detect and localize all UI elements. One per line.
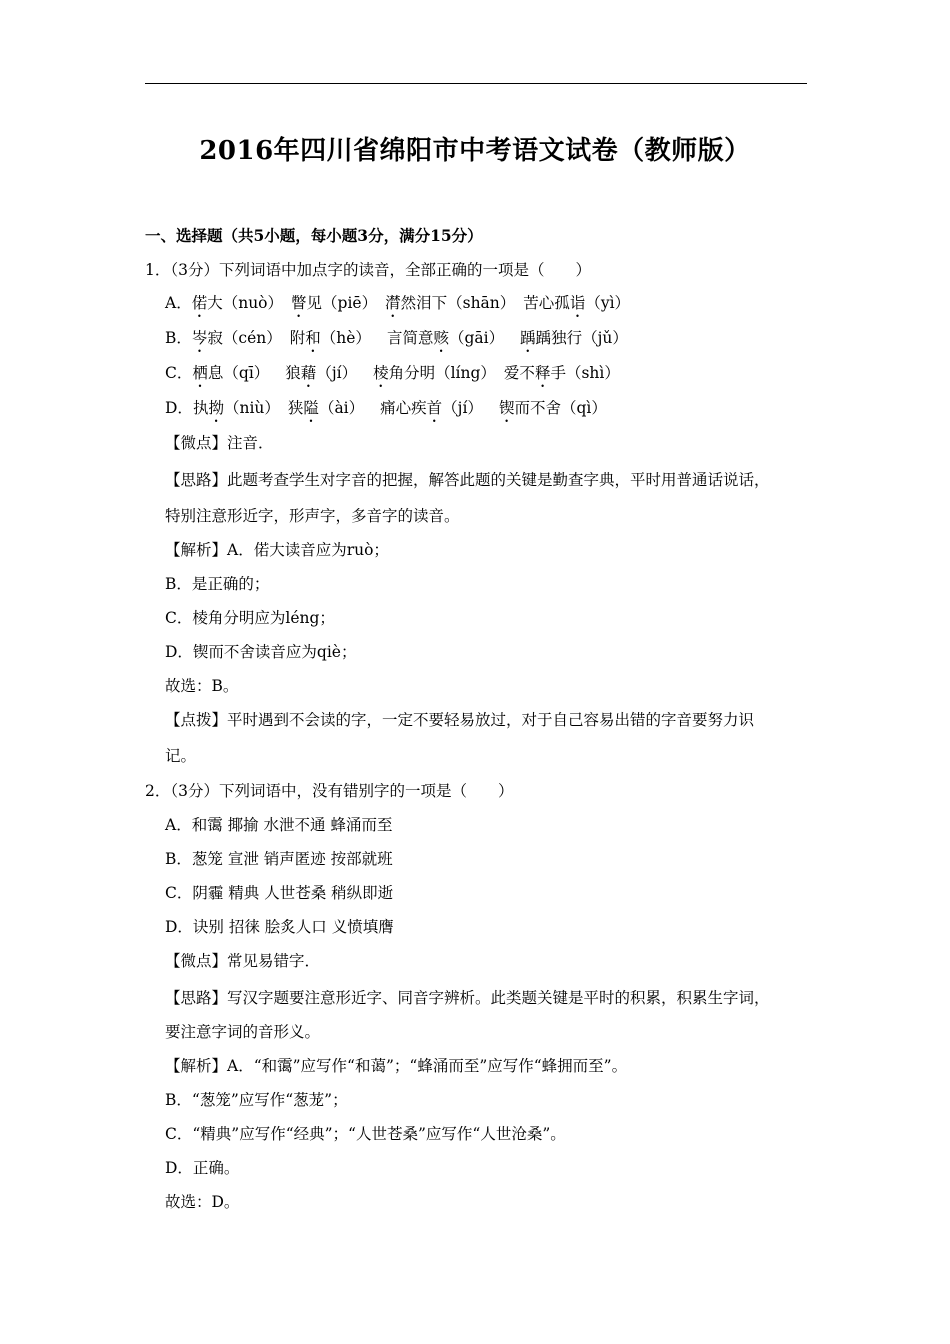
q2-silu-cont: 要注意字词的音形义。 — [165, 1023, 321, 1041]
q2-option-a: A．和霭 揶揄 水泄不通 蜂涌而至 — [165, 816, 393, 834]
dotted-char: 和 — [305, 329, 321, 347]
option-text: 言简意 — [386, 329, 434, 347]
q1-option-a — [165, 293, 630, 321]
dotted-char: 瞥 — [291, 294, 307, 312]
q2-jiexi-c: C．“精典”应写作“经典”；“人世苍桑”应写作“人世沧桑”。 — [165, 1125, 566, 1143]
option-text: 踽独行（jǔ） — [535, 329, 628, 347]
option-text: 爱不 — [503, 364, 535, 382]
option-text: （jí） — [442, 399, 483, 417]
dotted-char: 锲 — [498, 399, 515, 417]
option-text: 手（shì） — [550, 364, 620, 382]
q1-stem: 1．（3分）下列词语中加点字的读音，全部正确的一项是（ ） — [145, 261, 591, 279]
q1-option-d — [165, 398, 607, 426]
option-text: （yì） — [585, 294, 631, 312]
dotted-char: 潸 — [385, 294, 401, 312]
option-text: （jí） — [316, 364, 358, 382]
q2-weidian: 【微点】常见易错字． — [165, 952, 321, 970]
dotted-char: 藉 — [300, 364, 317, 382]
dotted-char: 释 — [534, 364, 551, 382]
q2-stem: 2．（3分）下列词语中，没有错别字的一项是（ ） — [145, 782, 514, 800]
option-text: 而不舍（qì） — [514, 399, 607, 417]
q1-silu: 【思路】此题考查学生对字音的把握，解答此题的关键是勤查字典，平时用普通话说话， — [165, 471, 770, 489]
option-text: 息（qī） — [207, 364, 270, 382]
page-title: 2016年四川省绵阳市中考语文试卷（教师版） — [199, 136, 751, 166]
dotted-char: 拗 — [208, 399, 224, 417]
option-letter: D． — [165, 399, 193, 417]
q1-option-b — [165, 328, 628, 356]
q1-weidian: 【微点】注音． — [165, 434, 274, 452]
option-text: 狭 — [287, 399, 304, 417]
q2-option-c: C．阴霾 精典 人世苍桑 稍纵即逝 — [165, 884, 394, 902]
option-text: （niù） — [223, 399, 280, 417]
dotted-char: 踽 — [520, 329, 536, 347]
option-letter: B． — [165, 329, 192, 347]
dotted-char: 隘 — [303, 399, 319, 417]
q2-jiexi-d: D．正确。 — [165, 1159, 240, 1177]
option-text: 寂（cén） — [207, 329, 282, 347]
q1-silu-cont: 特别注意形近字，形声字，多音字的读音。 — [165, 507, 460, 525]
q1-jiexi-c: C．棱角分明应为léng； — [165, 609, 335, 627]
option-text: 痛心疾 — [380, 399, 427, 417]
q2-jiexi-b: B．“葱笼”应写作“葱茏”； — [165, 1091, 348, 1109]
q1-answer: 故选：B。 — [165, 677, 239, 695]
option-text: 然泪下（shān） — [400, 294, 516, 312]
q1-jiexi: 【解析】A．偌大读音应为ruò； — [165, 541, 389, 559]
option-text: 狼 — [285, 364, 301, 382]
q2-option-d: D．诀别 招徕 脍炙人口 义愤填膺 — [165, 918, 394, 936]
dotted-char: 棱 — [373, 364, 389, 382]
option-text: 附 — [289, 329, 306, 347]
dotted-char: 岑 — [191, 329, 208, 347]
q1-jiexi-b: B．是正确的； — [165, 575, 270, 593]
section-heading: 一、选择题（共5小题，每小题3分，满分15分） — [145, 226, 483, 245]
option-text: 角分明（líng） — [388, 364, 496, 382]
q2-jiexi: 【解析】A．“和霭”应写作“和蔼”；“蜂涌而至”应写作“蜂拥而至”。 — [165, 1057, 628, 1075]
option-letter: C． — [165, 364, 193, 382]
dotted-char: 栖 — [192, 364, 208, 382]
q1-jiexi-d: D．锲而不舍读音应为qiè； — [165, 643, 357, 661]
dotted-char: 赅 — [433, 329, 449, 347]
q1-dianbo-cont: 记。 — [165, 747, 197, 765]
q2-option-b: B．葱笼 宣泄 销声匿迹 按部就班 — [165, 850, 393, 868]
q1-option-c — [165, 363, 620, 391]
dotted-char: 首 — [426, 399, 443, 417]
q2-answer: 故选：D。 — [165, 1193, 240, 1211]
dotted-char: 偌 — [191, 294, 208, 312]
option-text: （ài） — [318, 399, 365, 417]
option-text: （hè） — [320, 329, 371, 347]
option-text: 苦心孤 — [523, 294, 570, 312]
option-text: （gāi） — [448, 329, 505, 347]
option-text: 见（piē） — [306, 294, 378, 312]
option-letter: A． — [165, 294, 192, 312]
q1-dianbo: 【点拨】平时遇到不会读的字，一定不要轻易放过，对于自己容易出错的字音要努力识 — [165, 711, 755, 729]
q2-silu: 【思路】写汉字题要注意形近字、同音字辨析。此类题关键是平时的积累，积累生字词， — [165, 989, 770, 1007]
dotted-char: 诣 — [569, 294, 586, 312]
option-text: 大（nuò） — [207, 294, 284, 312]
header-rule — [145, 83, 807, 84]
option-text: 执 — [192, 399, 209, 417]
